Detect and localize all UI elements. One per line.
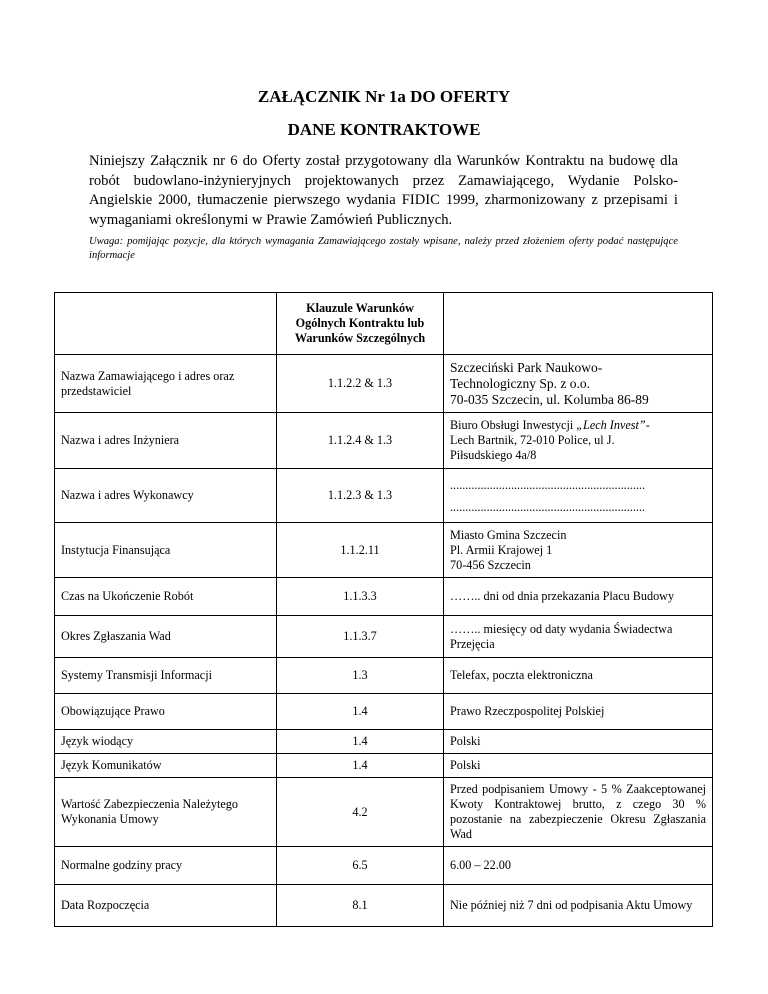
intro-paragraph: Niniejszy Załącznik nr 6 do Oferty został przygotowany dla Warunków Kontraktu na budowę dla robót budowlano-inżynieryjnych projektowanych przez Zamawiającego, Wydanie Polsko-Angielskie 2000, tłumaczenie pierwszego wydania FIDIC 1999, zharmonizowany z przepisami i wymaganiami określonymi w Prawie Zamówień Publicznych.	[89, 153, 678, 228]
row-clause: 1.1.2.4 & 1.3	[277, 413, 444, 469]
row-clause: 6.5	[277, 847, 444, 885]
row-clause: 1.3	[277, 658, 444, 694]
header-col-name	[55, 293, 277, 355]
row-name: Nazwa i adres Inżyniera	[55, 413, 277, 469]
row-value: Polski	[444, 730, 713, 754]
row-clause: 1.1.2.3 & 1.3	[277, 469, 444, 523]
table-row	[55, 694, 713, 730]
row-value: Telefax, poczta elektroniczna	[444, 658, 713, 694]
row-name: Obowiązujące Prawo	[55, 694, 277, 730]
table-row	[55, 413, 713, 469]
document-title: ZAŁĄCZNIK Nr 1a DO OFERTY	[257, 87, 511, 106]
row-name: Język wiodący	[55, 730, 277, 754]
row-value: ................................................................ ................................................................	[444, 469, 713, 523]
row-name: Systemy Transmisji Informacji	[55, 658, 277, 694]
row-name: Język Komunikatów	[55, 754, 277, 778]
document-subtitle: DANE KONTRAKTOWE	[287, 120, 481, 139]
row-value: Szczeciński Park Naukowo- Technologiczny Sp. z o.o. 70-035 Szczecin, ul. Kolumba 86-89	[444, 355, 713, 413]
row-value: Miasto Gmina Szczecin Pl. Armii Krajowej 1 70-456 Szczecin	[444, 523, 713, 578]
table-row	[55, 658, 713, 694]
row-clause: 4.2	[277, 778, 444, 847]
row-name: Wartość Zabezpieczenia Należytego Wykonania Umowy	[55, 778, 277, 847]
table-row	[55, 885, 713, 927]
row-clause: 1.1.2.11	[277, 523, 444, 578]
row-name: Nazwa i adres Wykonawcy	[55, 469, 277, 523]
row-name: Czas na Ukończenie Robót	[55, 578, 277, 616]
table-row	[55, 730, 713, 754]
row-name: Data Rozpoczęcia	[55, 885, 277, 927]
header-col-value	[444, 293, 713, 355]
table-row	[55, 778, 713, 847]
note-paragraph: Uwaga: pomijając pozycje, dla których wymagania Zamawiającego zostały wpisane, należy przed złożeniem oferty podać następujące informacje	[89, 236, 678, 261]
table-row	[55, 469, 713, 523]
row-clause: 1.1.2.2 & 1.3	[277, 355, 444, 413]
row-clause: 1.4	[277, 754, 444, 778]
table-header-row	[55, 293, 713, 355]
table-row	[55, 616, 713, 658]
row-name: Okres Zgłaszania Wad	[55, 616, 277, 658]
table-row	[55, 754, 713, 778]
table-row	[55, 355, 713, 413]
row-name: Nazwa Zamawiającego i adres oraz przedstawiciel	[55, 355, 277, 413]
row-value: …….. miesięcy od daty wydania Świadectwa Przejęcia	[444, 616, 713, 658]
row-value: 6.00 – 22.00	[444, 847, 713, 885]
table-row	[55, 523, 713, 578]
contract-data-table	[54, 292, 713, 927]
row-name: Normalne godziny pracy	[55, 847, 277, 885]
row-value: Polski	[444, 754, 713, 778]
row-clause: 1.1.3.3	[277, 578, 444, 616]
row-clause: 1.4	[277, 694, 444, 730]
row-value: Nie później niż 7 dni od podpisania Aktu Umowy	[444, 885, 713, 927]
table-row	[55, 847, 713, 885]
row-value: Prawo Rzeczpospolitej Polskiej	[444, 694, 713, 730]
row-value: Biuro Obsługi Inwestycji „Lech Invest”- Lech Bartnik, 72-010 Police, ul J. Piłsudskiego 4a/8	[444, 413, 713, 469]
row-value: Przed podpisaniem Umowy - 5 % Zaakceptowanej Kwoty Kontraktowej brutto, z czego 30 % pozostanie na zabezpieczenie Okresu Zgłaszania Wad	[444, 778, 713, 847]
row-clause: 1.1.3.7	[277, 616, 444, 658]
row-value: …….. dni od dnia przekazania Placu Budowy	[444, 578, 713, 616]
table-row	[55, 578, 713, 616]
row-name: Instytucja Finansująca	[55, 523, 277, 578]
header-col-clause: Klauzule Warunków Ogólnych Kontraktu lub Warunków Szczególnych	[277, 293, 444, 355]
row-clause: 1.4	[277, 730, 444, 754]
row-clause: 8.1	[277, 885, 444, 927]
